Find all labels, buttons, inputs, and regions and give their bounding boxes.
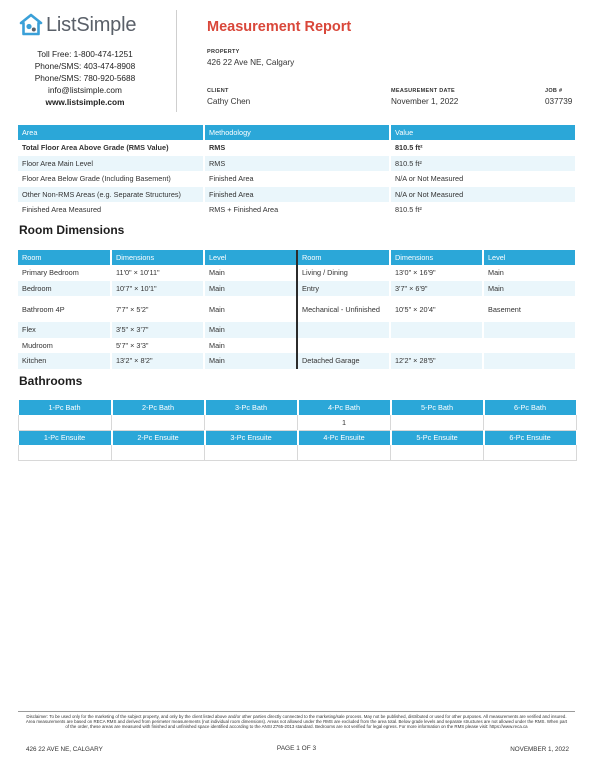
value-cell: 810.5 ft²: [390, 140, 576, 156]
dimensions-cell: 3'5" × 3'7": [111, 322, 204, 338]
table-row: [18, 202, 576, 218]
brand-name: ListSimple: [46, 13, 137, 36]
area-header: Area: [18, 125, 204, 140]
level-cell: Main: [483, 281, 576, 297]
bath-count-cell: [19, 415, 112, 430]
room-cell: Detached Garage: [297, 353, 390, 369]
value-cell: 810.5 ft²: [390, 202, 576, 218]
value-header: Value: [390, 125, 576, 140]
level-header: Level: [204, 250, 297, 265]
level-cell: [483, 322, 576, 338]
room-cell: [297, 338, 390, 354]
level-header: Level: [483, 250, 576, 265]
bath-header: 1-Pc Bath: [19, 400, 112, 415]
room-header: Room: [297, 250, 390, 265]
report-title: Measurement Report: [207, 19, 352, 35]
house-logo-icon: [19, 13, 43, 37]
job-number-value: 037739: [545, 97, 573, 106]
bath-header: 5-Pc Bath: [391, 400, 484, 415]
ensuite-header: 4-Pc Ensuite: [298, 430, 391, 445]
job-number-label: JOB #: [545, 88, 563, 94]
dimensions-header: Dimensions: [390, 250, 483, 265]
room-cell: Mudroom: [18, 338, 111, 354]
bath-header: 6-Pc Bath: [484, 400, 577, 415]
table-row: [18, 296, 576, 322]
value-cell: 810.5 ft²: [390, 156, 576, 172]
ensuite-header: 1-Pc Ensuite: [19, 430, 112, 445]
area-cell: Finished Area Measured: [18, 202, 204, 218]
ensuite-count-cell: [298, 445, 391, 460]
phone-number-2: Phone/SMS: 780-920-5688: [34, 73, 136, 83]
room-cell: Living / Dining: [297, 265, 390, 281]
methodology-cell: RMS: [204, 156, 390, 172]
area-cell: Floor Area Main Level: [18, 156, 204, 172]
level-cell: Main: [483, 265, 576, 281]
table-row: [18, 322, 576, 338]
dimensions-cell: 7'7" × 5'2": [111, 296, 204, 322]
dimensions-header: Dimensions: [111, 250, 204, 265]
room-cell: Flex: [18, 322, 111, 338]
table-row: [18, 187, 576, 203]
area-cell: Floor Area Below Grade (Including Basement): [18, 171, 204, 187]
dimensions-cell: 3'7" × 6'9": [390, 281, 483, 297]
listsimple-logo: [19, 12, 169, 38]
area-table: [18, 125, 577, 218]
room-dimensions-heading: Room Dimensions: [19, 223, 125, 237]
room-cell: Entry: [297, 281, 390, 297]
table-row: [18, 353, 576, 369]
bath-header-row: [19, 400, 577, 415]
room-cell: Bathroom 4P: [18, 296, 111, 322]
dimensions-cell: 13'2" × 8'2": [111, 353, 204, 369]
bath-count-row: [19, 415, 577, 430]
ensuite-header-row: [19, 430, 577, 445]
phone-number-1: Phone/SMS: 403-474-8908: [34, 61, 136, 71]
table-row: [18, 338, 576, 354]
bath-count-cell: [112, 415, 205, 430]
level-cell: Main: [204, 353, 297, 369]
area-cell: Total Floor Area Above Grade (RMS Value): [18, 140, 204, 156]
dimensions-cell: 11'0" × 10'11": [111, 265, 204, 281]
level-cell: Basement: [483, 296, 576, 322]
bath-count-cell: [484, 415, 577, 430]
ensuite-count-cell: [484, 445, 577, 460]
footer-date: NOVEMBER 1, 2022: [510, 746, 569, 753]
ensuite-count-cell: [205, 445, 298, 460]
level-cell: Main: [204, 265, 297, 281]
value-cell: N/A or Not Measured: [390, 187, 576, 203]
ensuite-count-cell: [19, 445, 112, 460]
methodology-header: Methodology: [204, 125, 390, 140]
table-row: [18, 171, 576, 187]
bath-header: 2-Pc Bath: [112, 400, 205, 415]
property-value: 426 22 Ave NE, Calgary: [207, 58, 295, 67]
area-cell: Other Non-RMS Areas (e.g. Separate Structures): [18, 187, 204, 203]
bath-count-cell: [205, 415, 298, 430]
ensuite-count-row: [19, 445, 577, 460]
contact-block: [10, 48, 160, 108]
ensuite-count-cell: [391, 445, 484, 460]
room-cell: Mechanical - Unfinished: [297, 296, 390, 322]
area-table-header: [18, 125, 576, 140]
header-divider: [176, 10, 177, 112]
table-row: [18, 156, 576, 172]
bath-header: 4-Pc Bath: [298, 400, 391, 415]
website-link[interactable]: www.listsimple.com: [45, 97, 125, 107]
level-cell: [483, 338, 576, 354]
methodology-cell: Finished Area: [204, 171, 390, 187]
ensuite-count-cell: [112, 445, 205, 460]
dimensions-cell: 13'0" × 16'9": [390, 265, 483, 281]
page-number: PAGE 1 OF 3: [276, 745, 317, 752]
bath-header: 3-Pc Bath: [205, 400, 298, 415]
table-row: [18, 265, 576, 281]
level-cell: Main: [204, 322, 297, 338]
bathrooms-heading: Bathrooms: [19, 374, 83, 388]
ensuite-header: 2-Pc Ensuite: [112, 430, 205, 445]
property-label: PROPERTY: [207, 49, 240, 55]
dimensions-cell: [390, 322, 483, 338]
methodology-cell: Finished Area: [204, 187, 390, 203]
measurement-date-label: MEASUREMENT DATE: [391, 88, 455, 94]
toll-free-number: Toll Free: 1-800-474-1251: [37, 49, 133, 59]
dimensions-cell: 10'5" × 20'4": [390, 296, 483, 322]
room-header: Room: [18, 250, 111, 265]
dimensions-cell: [390, 338, 483, 354]
dimensions-cell: 12'2" × 28'5": [390, 353, 483, 369]
room-cell: [297, 322, 390, 338]
email-address: info@listsimple.com: [48, 85, 122, 95]
ensuite-header: 6-Pc Ensuite: [484, 430, 577, 445]
room-cell: Bedroom: [18, 281, 111, 297]
ensuite-header: 5-Pc Ensuite: [391, 430, 484, 445]
room-cell: Kitchen: [18, 353, 111, 369]
level-cell: Main: [204, 281, 297, 297]
ensuite-header: 3-Pc Ensuite: [205, 430, 298, 445]
rooms-table-header: [18, 250, 576, 265]
methodology-cell: RMS + Finished Area: [204, 202, 390, 218]
measurement-date-value: November 1, 2022: [391, 97, 459, 106]
bath-count-cell: 1: [298, 415, 391, 430]
bathrooms-table: [18, 400, 578, 461]
level-cell: Main: [204, 338, 297, 354]
room-dimensions-table: [18, 250, 577, 369]
dimensions-cell: 5'7" × 3'3": [111, 338, 204, 354]
value-cell: N/A or Not Measured: [390, 171, 576, 187]
level-cell: Main: [204, 296, 297, 322]
disclaimer-text: Disclaimer: To be used only for the marketing of the subject property, and only by the client listed above and/or other parties directly connected to the marketing/sale process. May not be published, distributed or used for other purposes. All measurements are verified and insured. Area measurements are based on RECA RMS and derived from perimeter measurements (not individual room dimensions). Areas not allowed under the RMS are excluded from the area total. Below grade levels and separate structures are not allowed under the RMS. When part of the order, these areas are measured with finished and unfinished space identified according to the ANSI Z765-2013 standard. Bedrooms are not verified for legal egress. For more information on the RMS please visit: https://www.reca.ca: [25, 714, 568, 730]
room-cell: Primary Bedroom: [18, 265, 111, 281]
methodology-cell: RMS: [204, 140, 390, 156]
dimensions-cell: 10'7" × 10'1": [111, 281, 204, 297]
footer-address: 426 22 AVE NE, CALGARY: [26, 746, 103, 753]
level-cell: [483, 353, 576, 369]
table-row: [18, 281, 576, 297]
client-label: CLIENT: [207, 88, 229, 94]
footer-divider: [18, 711, 575, 712]
client-value: Cathy Chen: [207, 97, 251, 106]
table-row: [18, 140, 576, 156]
bath-count-cell: [391, 415, 484, 430]
